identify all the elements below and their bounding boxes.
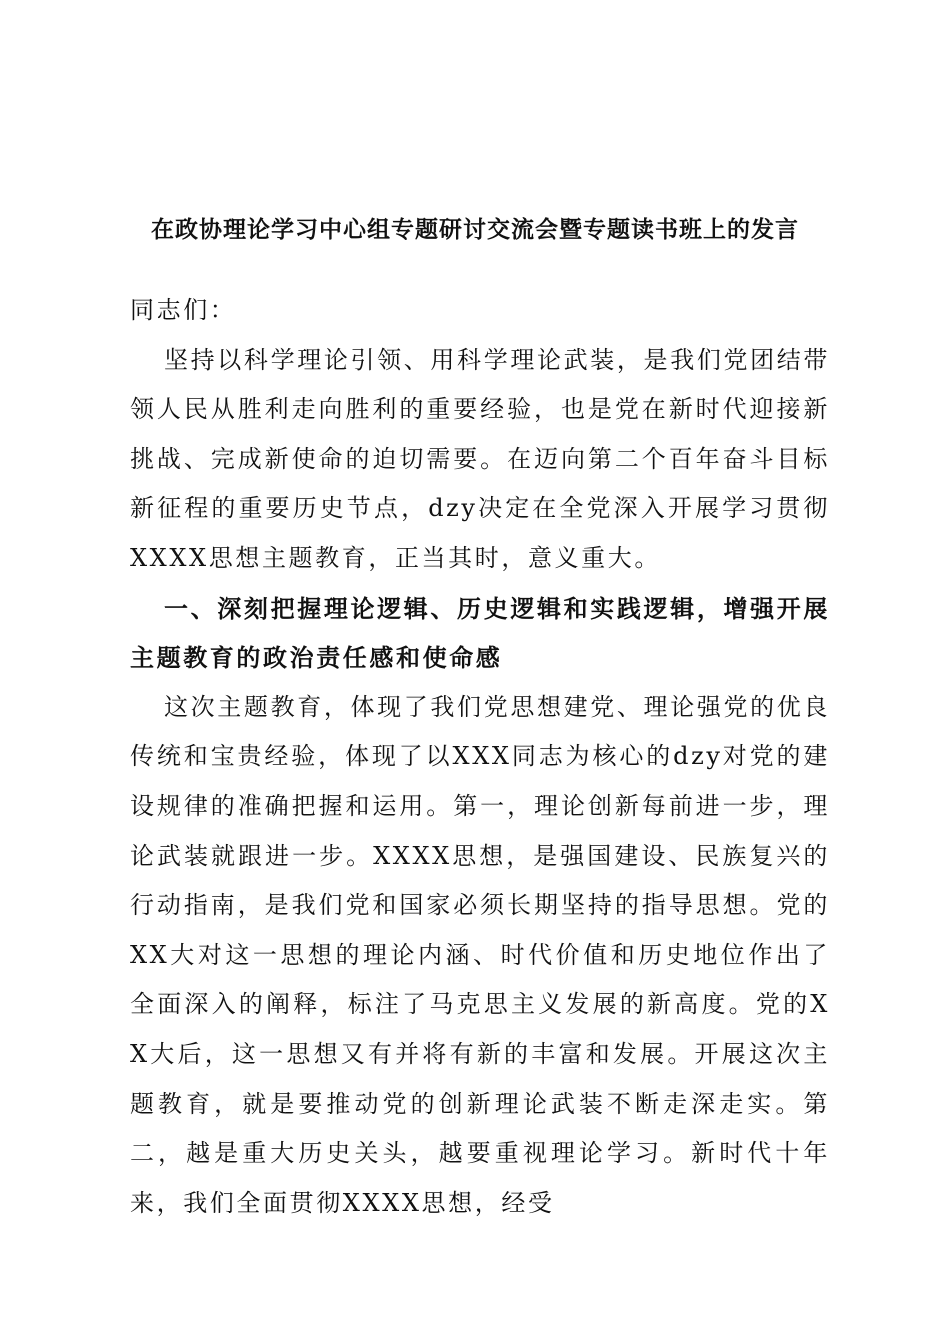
section-paragraph: 这次主题教育，体现了我们党思想建党、理论强党的优良传统和宝贵经验，体现了以XXX同志为核心的dzy对党的建设规律的准确把握和运用。第一，理论创新每前进一步，理论武装就跟进一步。XXXX思想，是强国建设、民族复兴的行动指南，是我们党和国家必须长期坚持的指导思想。党的XX大对这一思想的理论内涵、时代价值和历史地位作出了全面深入的阐释，标注了马克思主义发展的新高度。党的XX大后，这一思想又有并将有新的丰富和发展。开展这次主题教育，就是要推动党的创新理论武装不断走深走实。第二，越是重大历史关头，越要重视理论学习。新时代十年来，我们全面贯彻XXXX思想，经受 xyxy=(130,692,830,1217)
salutation: 同志们： xyxy=(130,296,237,324)
section-heading: 一、深刻把握理论逻辑、历史逻辑和实践逻辑，增强开展主题教育的政治责任感和使命感 xyxy=(130,593,830,673)
document-body xyxy=(130,286,830,1228)
document-title: 在政协理论学习中心组专题研讨交流会暨专题读书班上的发言 xyxy=(151,216,799,243)
intro-paragraph: 坚持以科学理论引领、用科学理论武装，是我们党团结带领人民从胜利走向胜利的重要经验，也是党在新时代迎接新挑战、完成新使命的迫切需要。在迈向第二个百年奋斗目标新征程的重要历史节点，dzy决定在全党深入开展学习贯彻XXXX思想主题教育，正当其时，意义重大。 xyxy=(130,345,830,572)
